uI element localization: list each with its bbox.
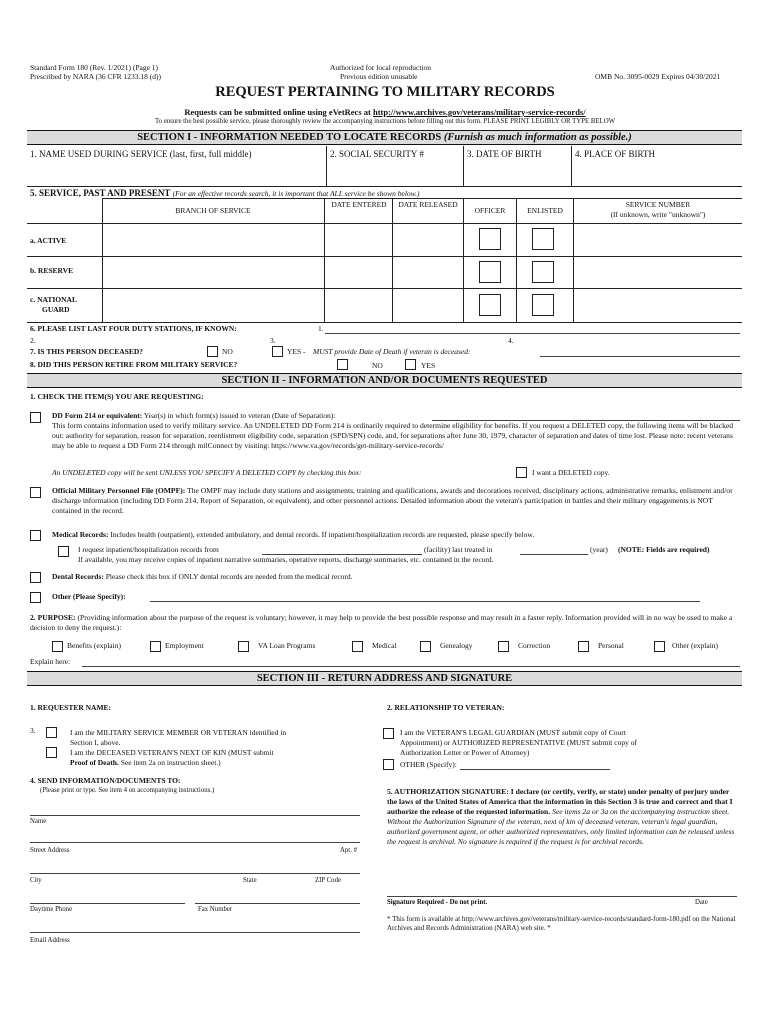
- online-note: [0, 107, 770, 117]
- inpatient-note: If available, you may receive copies of inpatient narrative summaries, operative reports, discharge summaries, etc. contained in the record.: [78, 555, 494, 564]
- rel-guardian-checkbox[interactable]: [383, 728, 394, 739]
- city-label: City: [30, 877, 42, 884]
- ompf-text: [52, 486, 740, 516]
- authorized-note: Authorized for local reproduction: [330, 63, 432, 72]
- purpose-text: [30, 613, 740, 633]
- section-3-header: SECTION III - RETURN ADDRESS AND SIGNATURE: [27, 671, 742, 686]
- retired-no-checkbox[interactable]: [337, 359, 348, 370]
- active-officer-checkbox[interactable]: [479, 228, 501, 250]
- retired-yes-label: YES: [421, 361, 436, 370]
- street-label: Street Address: [30, 847, 70, 854]
- dd214-year-label: Year(s) in which form(s) issued to veteran (Date of Separation):: [142, 411, 336, 420]
- station-4-num: 4.: [508, 336, 514, 345]
- medical-title: Medical Records:: [52, 530, 109, 539]
- rel-guardian-a: I am the VETERAN'S LEGAL GUARDIAN (MUST submit copy of Court: [400, 728, 626, 737]
- row-active: a. ACTIVE: [30, 236, 67, 245]
- col-enlisted: ENLISTED: [527, 206, 563, 215]
- deceased-no-label: NO: [222, 347, 233, 356]
- inpatient-label-a: I request inpatient/hospitalization records from: [78, 545, 219, 554]
- col-branch: BRANCH OF SERVICE: [175, 206, 251, 215]
- page-title: REQUEST PERTAINING TO MILITARY RECORDS: [215, 84, 555, 100]
- online-prefix: Requests can be submitted online using eVetRecs at: [184, 107, 373, 117]
- dental-title: Dental Records:: [52, 572, 104, 581]
- apt-label: Apt. #: [340, 847, 357, 854]
- guard-officer-checkbox[interactable]: [479, 294, 501, 316]
- authorization-italic: See items 2a or 3a on the accompanying instruction sheet. Without the Authorization Signature of the veteran, next of kin of deceased veteran, veteran's legal guardian, authorized government agent, or other authorized representatives, only limited information can be released unless the request is archival. No signature is required if the request is for archival records.: [387, 807, 735, 846]
- col-service-number-note: (If unknown, write "unknown"): [610, 210, 706, 219]
- deceased-yes-label: YES -: [287, 347, 306, 356]
- purpose-title: 2. PURPOSE:: [30, 613, 76, 622]
- purpose-genealogy-checkbox[interactable]: [420, 641, 431, 652]
- rel-other-checkbox[interactable]: [383, 759, 394, 770]
- explain-label: Explain here:: [30, 657, 71, 666]
- ompf-title: Official Military Personnel File (OMPF):: [52, 486, 186, 495]
- dd214-checkbox[interactable]: [30, 412, 41, 423]
- signature-label: Signature Required - Do not print.: [387, 899, 488, 906]
- form-id: Standard Form 180 (Rev. 1/2021) (Page 1): [30, 63, 159, 72]
- omb-number: OMB No. 3095-0029 Expires 04/30/2021: [595, 72, 721, 81]
- section-1-title: SECTION I - INFORMATION NEEDED TO LOCATE RECORDS: [137, 132, 442, 143]
- section-1-header: [27, 130, 742, 145]
- authorization-text: [387, 787, 735, 847]
- other-records-checkbox[interactable]: [30, 592, 41, 603]
- dd214-deleted-label: I want a DELETED copy.: [532, 468, 610, 477]
- rel-nok-see: See item 2a on instruction sheet.): [118, 758, 221, 767]
- dental-text: [52, 572, 353, 581]
- section-2-header: SECTION II - INFORMATION AND/OR DOCUMENTS REQUESTED: [27, 373, 742, 388]
- q1-label: 1. CHECK THE ITEM(S) YOU ARE REQUESTING:: [30, 392, 204, 401]
- rel-guardian-c: Authorization Letter or Power of Attorney): [400, 748, 530, 757]
- col-date-released: DATE RELEASED: [398, 200, 458, 209]
- rel-nok-b: [70, 758, 221, 767]
- medical-text: [52, 530, 534, 539]
- medical-checkbox[interactable]: [30, 530, 41, 541]
- footnote: * This form is available at http://www.archives.gov/veterans/military-service-records/standard-form-180.pdf on the National Archives and Records Administration (NARA) web site. *: [387, 915, 736, 932]
- ompf-body: The OMPF may include duty stations and assignments, training and qualifications, awards and decorations received, disciplinary actions, administrative remarks, enlistment and/or discharge information (including DD Form 214, Report of Separation, or equivalent), and other personnel actions. Detailed information about the veteran's participation in battles and their military engagements is NOT contained in the record.: [52, 486, 733, 515]
- field-2-label: 2. SOCIAL SECURITY #: [330, 149, 424, 159]
- row-guard: GUARD: [42, 305, 70, 314]
- rel-veteran-checkbox[interactable]: [46, 727, 57, 738]
- zip-label: ZIP Code: [315, 877, 341, 884]
- send-to-note: (Please print or type. See item 4 on accompanying instructions.): [40, 787, 215, 794]
- rel-nok-a: I am the DECEASED VETERAN'S NEXT OF KIN (MUST submit: [70, 748, 274, 757]
- row-national: c. NATIONAL: [30, 295, 77, 304]
- requester-name-label: 1. REQUESTER NAME:: [30, 703, 112, 712]
- relationship-label: 2. RELATIONSHIP TO VETERAN:: [387, 703, 505, 712]
- inpatient-required: (NOTE: Fields are required): [618, 545, 710, 554]
- station-1-num: 1.: [318, 324, 324, 333]
- rel-veteran-b: Section I, above.: [70, 738, 121, 747]
- rel-other-label: OTHER (Specify):: [400, 760, 457, 769]
- purpose-personal-label: Personal: [598, 641, 624, 650]
- deceased-no-checkbox[interactable]: [207, 346, 218, 357]
- field-4-label: 4. PLACE OF BIRTH: [575, 149, 655, 159]
- evetrecs-link[interactable]: http://www.archives.gov/veterans/military-service-records/: [372, 107, 586, 117]
- row-reserve: b. RESERVE: [30, 266, 74, 275]
- purpose-medical-checkbox[interactable]: [352, 641, 363, 652]
- dental-checkbox[interactable]: [30, 572, 41, 583]
- purpose-correction-label: Correction: [518, 641, 551, 650]
- name-label: Name: [30, 818, 47, 825]
- col-service-number: SERVICE NUMBER: [625, 200, 691, 209]
- authorization-statement: 5. AUTHORIZATION SIGNATURE: I declare (or certify, verify, or state) under penalty of perjury under the laws of the United States of America that the information in this Section 3 is true and correct and that I authorize the release of the requested information.: [387, 787, 733, 816]
- field-5-label: [30, 188, 420, 198]
- inpatient-checkbox[interactable]: [58, 546, 69, 557]
- purpose-medical-label: Medical: [372, 641, 397, 650]
- purpose-correction-checkbox[interactable]: [498, 641, 509, 652]
- purpose-body: (Providing information about the purpose of the request is voluntary; however, it may help to provide the best possible response and may result in a faster reply. Information provided will in no way be used to make a decision to deny the request.):: [30, 613, 733, 632]
- retired-no-label: NO: [372, 361, 383, 370]
- active-enlisted-checkbox[interactable]: [532, 228, 554, 250]
- date-label: Date: [695, 899, 708, 906]
- field-6-label: 6. PLEASE LIST LAST FOUR DUTY STATIONS, IF KNOWN:: [30, 324, 237, 333]
- email-label: Email Address: [30, 937, 70, 944]
- purpose-va-loan-label: VA Loan Programs: [258, 641, 316, 650]
- field-5-note: (For an effective records search, it is important that ALL service be shown below.): [172, 189, 420, 198]
- field-5-title: 5. SERVICE, PAST AND PRESENT: [30, 188, 171, 198]
- station-2-num: 2.: [30, 336, 36, 345]
- purpose-va-loan-checkbox[interactable]: [238, 641, 249, 652]
- purpose-other-checkbox[interactable]: [654, 641, 665, 652]
- purpose-personal-checkbox[interactable]: [578, 641, 589, 652]
- retired-yes-checkbox[interactable]: [405, 359, 416, 370]
- col-date-entered: DATE ENTERED: [331, 200, 387, 209]
- other-records-label: Other (Please Specify):: [52, 592, 126, 601]
- dd214-undeleted-note: An UNDELETED copy will be sent UNLESS YOU SPECIFY A DELETED COPY by checking this box:: [52, 468, 362, 477]
- reserve-enlisted-checkbox[interactable]: [532, 261, 554, 283]
- dd214-deleted-checkbox[interactable]: [516, 467, 527, 478]
- station-3-num: 3.: [270, 336, 276, 345]
- medical-body: Includes health (outpatient), extended ambulatory, and dental records. If inpatient/hospitalization records are requested, please specify below.: [108, 530, 535, 539]
- purpose-benefits-checkbox[interactable]: [52, 641, 63, 652]
- inpatient-label-c: (year): [590, 545, 608, 554]
- field-3-label: 3. DATE OF BIRTH: [467, 149, 542, 159]
- rel-guardian-b: Appointment) or AUTHORIZED REPRESENTATIVE (MUST submit copy of: [400, 738, 637, 747]
- rel-veteran-a: I am the MILITARY SERVICE MEMBER OR VETERAN identified in: [70, 728, 287, 737]
- col-officer: OFFICER: [474, 206, 506, 215]
- previous-edition-note: Previous edition unusable: [340, 72, 418, 81]
- deceased-note: MUST provide Date of Death if veteran is deceased:: [313, 347, 471, 356]
- dd214-title: DD Form 214 or equivalent:: [52, 411, 143, 420]
- phone-label: Daytime Phone: [30, 906, 73, 913]
- dental-body: Please check this box if ONLY dental records are needed from the medical record.: [103, 572, 353, 581]
- rel-nok-checkbox[interactable]: [46, 747, 57, 758]
- instructions-note: To ensure the best possible service, please thoroughly review the accompanying instructions before filling out this form. PLEASE PRINT LEGIBLY OR TYPE BELOW: [154, 118, 616, 125]
- field-7-label: 7. IS THIS PERSON DECEASED?: [30, 347, 144, 356]
- dd214-text: This form contains information used to verify military service. An UNDELETED DD Form 214 is ordinarily required to determine eligibility for benefits. If you request a DELETED copy, the following items will be blacked out: authority for separation, reason for separation, reenlistment eligibility code, separation (SPD/SPN) code, and, for separations after June 30, 1979, character of separation and dates of time lost. Please note: recent veterans may be able to request a DD Form 214 through milConnect by visiting: https://www.va.gov/records/get-military-service-records/: [52, 421, 734, 450]
- purpose-employment-checkbox[interactable]: [150, 641, 161, 652]
- item-3-num: 3.: [30, 726, 36, 735]
- fax-label: Fax Number: [198, 906, 233, 913]
- ompf-checkbox[interactable]: [30, 487, 41, 498]
- state-label: State: [243, 877, 257, 884]
- purpose-genealogy-label: Genealogy: [440, 641, 473, 650]
- purpose-employment-label: Employment: [165, 641, 204, 650]
- guard-enlisted-checkbox[interactable]: [532, 294, 554, 316]
- section-1-note: (Furnish as much information as possible.): [443, 132, 632, 143]
- deceased-yes-checkbox[interactable]: [272, 346, 283, 357]
- inpatient-label-b: (facility) last treated in: [424, 545, 493, 554]
- dd214-heading: [52, 411, 335, 420]
- purpose-other-label: Other (explain): [672, 641, 719, 650]
- field-1-label: 1. NAME USED DURING SERVICE (last, first, full middle): [30, 149, 252, 159]
- field-8-label: 8. DID THIS PERSON RETIRE FROM MILITARY SERVICE?: [30, 360, 238, 369]
- rel-nok-proof: Proof of Death.: [70, 758, 119, 767]
- purpose-benefits-label: Benefits (explain): [67, 641, 121, 650]
- send-to-label: 4. SEND INFORMATION/DOCUMENTS TO:: [30, 776, 181, 785]
- reserve-officer-checkbox[interactable]: [479, 261, 501, 283]
- prescribed-by: Prescribed by NARA (36 CFR 1233.18 (d)): [30, 72, 162, 81]
